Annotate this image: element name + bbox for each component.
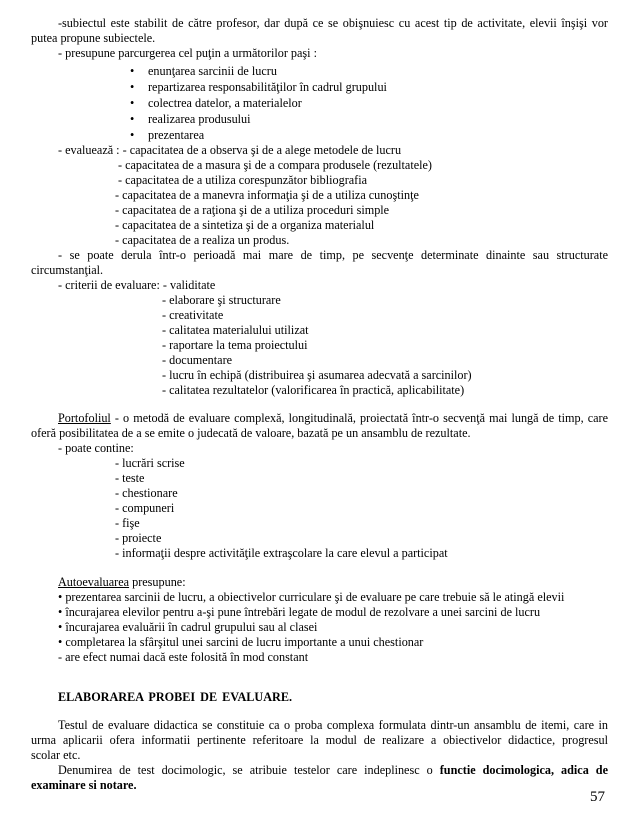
list-item: - documentare (162, 353, 233, 367)
paragraph-line: - se poate derula într-o perioadă mai mare de timp, pe secvenţe determinate dinainte sau structurate (58, 248, 608, 262)
list-item: - calitatea materialului utilizat (162, 323, 309, 337)
paragraph-line: circumstanţial. (31, 263, 104, 277)
paragraph-line: - presupune parcurgerea cel puţin a următorilor paşi : (58, 46, 317, 60)
bullet-icon: • (130, 128, 135, 142)
bullet-text: colectrea datelor, a materialelor (148, 96, 302, 110)
paragraph-line (58, 411, 608, 426)
list-item: - teste (115, 471, 145, 485)
paragraph-line: scolar etc. (31, 748, 81, 762)
self-eval-title: Autoevaluarea (58, 575, 130, 589)
bullet-text: prezentarea (148, 128, 205, 142)
portfolio-title: Portofoliul (58, 411, 111, 425)
bullet-item (130, 128, 204, 143)
list-item: - raportare la tema proiectului (162, 338, 308, 352)
bullet-icon: • (130, 96, 135, 110)
list-item: - informaţii despre activităţile extraşcolare la care elevul a participat (115, 546, 448, 560)
paragraph-line: - evaluează : - capacitatea de a observa şi de a alege metodele de lucru (58, 143, 402, 157)
bullet-icon: • (130, 80, 135, 94)
bullet-icon: • (130, 64, 135, 78)
list-item: - proiecte (115, 531, 162, 545)
paragraph-line: examinare si notare. (31, 778, 137, 792)
bullet-text: repartizarea responsabilităţilor în cadrul grupului (148, 80, 387, 94)
list-item: • încurajarea elevilor pentru a-şi pune întrebări legate de modul de rezolvare a unei sarcini de lucru (58, 605, 541, 619)
list-item: - chestionare (115, 486, 178, 500)
list-item: - are efect numai dacă este folosită în mod constant (58, 650, 309, 664)
list-item: - compuneri (115, 501, 175, 515)
paragraph-line (58, 763, 608, 778)
paragraph-line: putea propune subiectele. (31, 31, 156, 45)
section-heading: ELABORAREA PROBEI DE EVALUARE. (58, 690, 292, 704)
list-item: - fişe (115, 516, 140, 530)
paragraph-line (58, 575, 186, 590)
self-eval-text: presupune: (129, 575, 186, 589)
list-item: - calitatea rezultatelor (valorificarea în practică, aplicabilitate) (162, 383, 465, 397)
list-item: - lucru în echipă (distribuirea şi asumarea adecvată a sarcinilor) (162, 368, 472, 382)
list-item: - capacitatea de a utiliza corespunzător bibliografia (118, 173, 368, 187)
bullet-item (130, 64, 277, 79)
paragraph-line: -subiectul este stabilit de către profesor, dar după ce se obişnuiesc cu acest tip de activitate, elevii înşişi vor (58, 16, 608, 30)
list-item: - capacitatea de a raţiona şi de a utiliza proceduri simple (115, 203, 390, 217)
bullet-text: enunţarea sarcinii de lucru (148, 64, 277, 78)
page-number: 57 (590, 789, 605, 805)
paragraph-line: - criterii de evaluare: - validitate (58, 278, 216, 292)
list-item: - creativitate (162, 308, 224, 322)
bullet-item (130, 80, 387, 95)
bullet-icon: • (130, 112, 135, 126)
denumirea-text: Denumirea de test docimologic, se atribuie testelor care indeplinesc o (58, 763, 440, 777)
list-item: - capacitatea de a manevra informaţia şi de a utiliza cunoştinţe (115, 188, 419, 202)
list-item: • completarea la sfârşitul unei sarcini de lucru importante a unui chestionar (58, 635, 424, 649)
bullet-item (130, 112, 251, 127)
denumirea-bold: functie docimologica, adica de (439, 763, 608, 777)
bullet-item (130, 96, 302, 111)
paragraph-line: urma aplicarii ofera informatii pertinente referitoare la modul de realizare a obiectivelor didactice, progresul (31, 733, 608, 747)
list-item: - capacitatea de a sintetiza şi de a organiza materialul (115, 218, 375, 232)
portfolio-text: - o metodă de evaluare complexă, longitudinală, proiectată într-o secvenţă mai lungă de timp, care (110, 411, 608, 425)
paragraph-line: oferă posibilitatea de a se emite o judecată de valoare, bazată pe un ansamblu de rezultate. (31, 426, 471, 440)
bullet-text: realizarea produsului (148, 112, 251, 126)
list-item: • prezentarea sarcinii de lucru, a obiectivelor curriculare şi de evaluare pe care trebuie să le atingă elevii (58, 590, 565, 604)
list-item: - elaborare şi structurare (162, 293, 281, 307)
list-item: - capacitatea de a masura şi de a compara produsele (rezultatele) (118, 158, 432, 172)
list-item: - lucrări scrise (115, 456, 185, 470)
paragraph-line: Testul de evaluare didactica se constituie ca o proba complexa formulata dintr-un ansamblu de itemi, care in (58, 718, 608, 732)
paragraph-line: - poate contine: (58, 441, 134, 455)
list-item: - capacitatea de a realiza un produs. (115, 233, 290, 247)
list-item: • încurajarea evaluării în cadrul grupului sau al clasei (58, 620, 318, 634)
